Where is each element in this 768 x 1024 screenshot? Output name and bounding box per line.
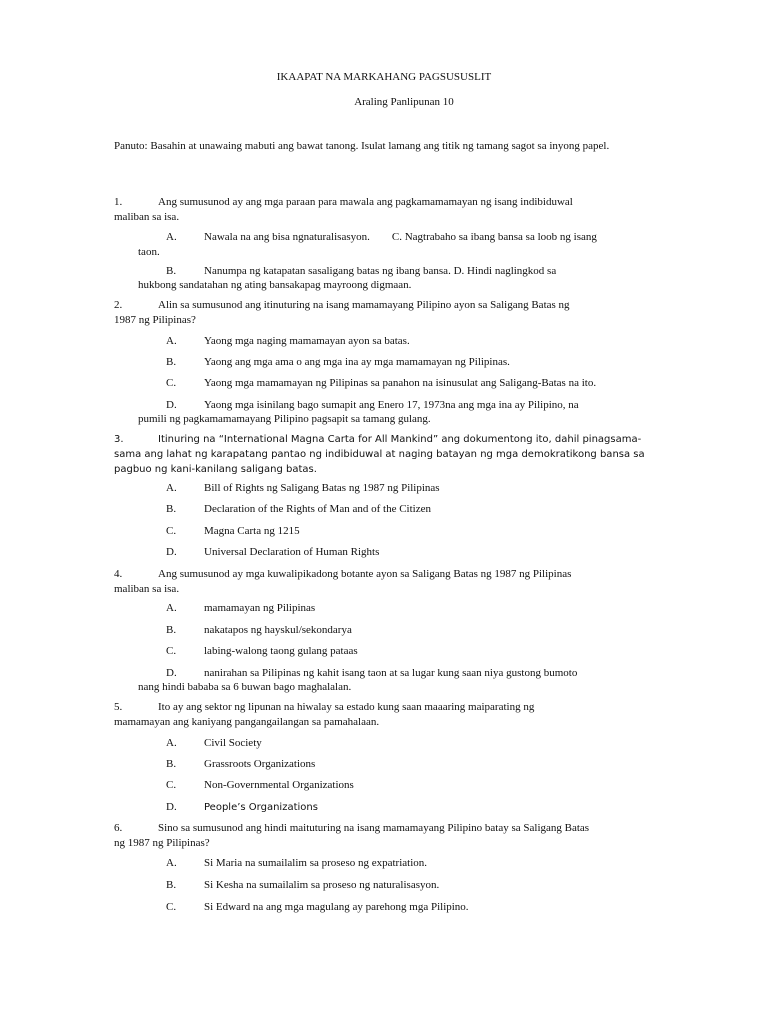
option-letter: A. [166,737,177,749]
question-2-option-b [166,355,656,370]
option-letter: A. [166,602,177,614]
question-1-option-b-cont: hukbong sandatahan ng ating bansakapag mayroong digmaan. [138,279,412,291]
option-letter: C. [166,779,177,791]
question-number: 6. [114,822,123,834]
option-text: Yaong mga mamamayan ng Pilipinas sa panahon na isinusulat ang Saligang-Batas na ito. [204,377,597,389]
question-text: Ang sumusunod ay ang mga paraan para mawala ang pagkamamamayan ng isang indibiduwal [158,196,573,208]
question-1 [114,195,654,225]
question-3-option-d [166,545,656,560]
option-text: People’s Organizations [204,802,318,813]
option-letter: C. [166,901,177,913]
option-letter: D. [166,399,177,411]
exam-title: IKAAPAT NA MARKAHANG PAGSUSUSLIT [276,71,492,83]
option-text: Si Kesha na sumailalim sa proseso ng naturalisasyon. [204,879,440,891]
exam-subject: Araling Panlipunan 10 [354,96,454,108]
question-2-option-c [166,376,656,391]
question-text-cont: mamamayan ang kaniyang pangangailangan sa pamahalaan. [114,716,380,728]
option-text: nakatapos ng hayskul/sekondarya [204,624,352,636]
question-4-option-b [166,623,656,638]
question-text-cont: maliban sa isa. [114,583,180,595]
question-text-cont: sama ang lahat ng karapatang pantao ng indibiduwal at naging batayan ng mga demokratikong bansa sa [114,449,645,460]
question-number: 4. [114,568,123,580]
option-text: Declaration of the Rights of Man and of the Citizen [204,503,431,515]
question-3 [114,432,654,477]
option-letter: A. [166,335,177,347]
question-1-option-b [166,264,656,279]
option-letter: A. [166,231,177,243]
question-number: 2. [114,299,123,311]
question-6-option-b [166,878,656,893]
question-3-option-c [166,524,656,539]
question-6 [114,821,654,851]
option-text: Universal Declaration of Human Rights [204,546,380,558]
option-letter: B. [166,879,177,891]
question-5-option-a [166,736,656,751]
option-text: Si Edward na ang mga magulang ay parehong mga Pilipino. [204,901,469,913]
question-number: 5. [114,701,123,713]
question-5-option-c [166,778,656,793]
question-text: Alin sa sumusunod ang itinuturing na isang mamamayang Pilipino ayon sa Saligang Batas ng [158,299,570,311]
option-letter: B. [166,356,177,368]
option-letter: D. [166,801,177,813]
option-text: C. Nagtrabaho sa ibang bansa sa loob ng isang [391,231,597,243]
question-text-cont: pagbuo ng kani-kanilang saligang batas. [114,464,317,475]
option-text: nanirahan sa Pilipinas ng kahit isang taon at sa lugar kung saan niya gustong bumoto [204,667,578,679]
question-4-option-c [166,644,656,659]
question-text-cont: maliban sa isa. [114,211,180,223]
question-text: Ito ay ang sektor ng lipunan na hiwalay sa estado kung saan maaaring maiparating ng [158,701,535,713]
question-1-option-a [166,230,656,245]
option-letter: C. [166,377,177,389]
option-letter: B. [166,503,177,515]
question-number: 3. [114,434,124,445]
question-4-option-d [166,666,656,681]
option-text: Magna Carta ng 1215 [204,525,300,537]
question-text: Itinuring na “International Magna Carta for All Mankind” ang dokumentong ito, dahil pinagsama- [158,434,642,445]
question-text: Ang sumusunod ay mga kuwalipikadong botante ayon sa Saligang Batas ng 1987 ng Pilipinas [158,568,572,580]
option-text: Nawala na ang bisa ngnaturalisasyon. [204,231,370,243]
option-text: Civil Society [204,737,262,749]
question-4-option-a [166,601,656,616]
question-4-option-d-cont: nang hindi bababa sa 6 buwan bago maghalalan. [138,681,352,693]
option-text: Yaong mga isinilang bago sumapit ang Enero 17, 1973na ang mga ina ay Pilipino, na [204,399,579,411]
option-text: Yaong ang mga ama o ang mga ina ay mga mamamayan ng Pilipinas. [204,356,510,368]
question-text-cont: 1987 ng Pilipinas? [114,314,196,326]
option-letter: C. [166,525,177,537]
option-letter: B. [166,265,177,277]
question-2-option-d [166,398,656,413]
instructions: Panuto: Basahin at unawaing mabuti ang bawat tanong. Isulat lamang ang titik ng tamang sagot sa inyong papel. [114,140,610,152]
question-number: 1. [114,196,123,208]
option-text: Non-Governmental Organizations [204,779,354,791]
option-letter: B. [166,758,177,770]
option-letter: D. [166,667,177,679]
option-text: Nanumpa ng katapatan sasaligang batas ng ibang bansa. D. Hindi naglingkod sa [204,265,557,277]
question-6-option-c [166,900,656,915]
question-5-option-b [166,757,656,772]
option-letter: C. [166,645,177,657]
question-2 [114,298,654,328]
option-text: Grassroots Organizations [204,758,316,770]
option-letter: A. [166,857,177,869]
option-letter: B. [166,624,177,636]
option-text: labing-walong taong gulang pataas [204,645,358,657]
option-letter: A. [166,482,177,494]
option-text: Yaong mga naging mamamayan ayon sa batas. [204,335,410,347]
question-2-option-a [166,334,656,349]
question-text: Sino sa sumusunod ang hindi maituturing na isang mamamayang Pilipino batay sa Saligang Batas [158,822,590,834]
question-5-option-d [166,800,656,815]
question-3-option-a [166,481,656,496]
question-6-option-a [166,856,656,871]
question-1-option-c-cont: taon. [138,246,160,258]
option-text: Bill of Rights ng Saligang Batas ng 1987 ng Pilipinas [204,482,440,494]
option-text: mamamayan ng Pilipinas [204,602,316,614]
question-5 [114,700,654,730]
question-3-option-b [166,502,656,517]
question-2-option-d-cont: pumili ng pagkamamamayang Pilipino pagsapit sa tamang gulang. [138,413,431,425]
question-text-cont: ng 1987 ng Pilipinas? [114,837,210,849]
option-letter: D. [166,546,177,558]
question-4 [114,567,654,597]
option-text: Si Maria na sumailalim sa proseso ng expatriation. [204,857,428,869]
